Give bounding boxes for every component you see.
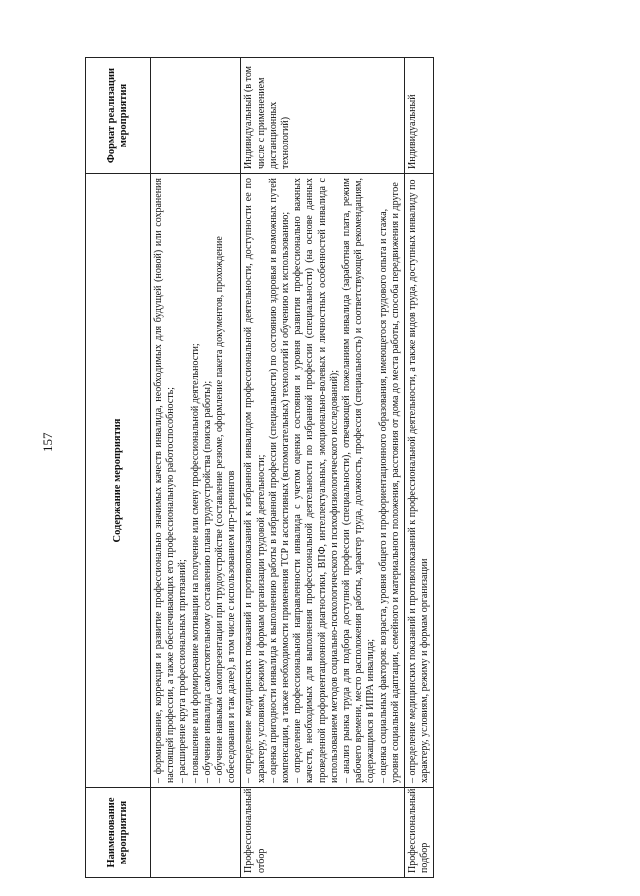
row-2-name: Профессиональный отбор [241, 788, 405, 878]
page-number: 157 [40, 432, 55, 452]
row-1-name [151, 788, 241, 878]
measures-table [85, 57, 434, 878]
row-3-format: Индивидуальный [405, 58, 434, 174]
row-3-content [405, 174, 434, 788]
table-row [241, 58, 405, 878]
list-item: – расширение круга профессиональных притязаний; [177, 559, 189, 783]
row-1-format [151, 58, 241, 174]
row-2-content [241, 174, 405, 788]
row-1-content [151, 174, 241, 788]
list-item: – формирование, коррекция и развитие профессионально значимых качеств инвалида, необходимых для будущей (новой) или сохранения настоящей профессии, а также обеспечивающих его профессиональную работоспособность; [153, 178, 177, 783]
list-item: – обучение инвалида самостоятельному составлению плана трудоустройства (поиска работы); [201, 380, 213, 783]
list-item: – оценка пригодности инвалида к выполнению работы в избранной профессии (специальности) по состоянию здоровья и возможных путей компенсации, а также необходимости применения ТСР и ассистивных (вспомогательных) технологий и обучению их использованию; [267, 178, 292, 783]
list-item: – определение профессиональной направленности инвалида с учетом оценки состояния и уровня развития профессионально важных качеств, необходимых для выполнения профессиональной деятельности по избранной профессии (специальности) (на основе данных проведенной профориентационной диагностики, ВПФ, интеллектуальных, эмоционально-волевых и личностных особенностей инвалида с использованием методов социально-психологического и психофизиологического исследований); [292, 178, 340, 783]
list-item: – определение медицинских показаний и противопоказаний к избранной инвалидом профессиональной деятельности, доступности ее по характеру, условиям, режиму и формам организации трудовой деятельности; [243, 178, 267, 783]
table-row [405, 58, 434, 878]
row-2-format: Индивидуальный (в том числе с применением дистанционных технологий) [241, 58, 405, 174]
list-item: – определение медицинских показаний и противопоказаний к профессиональной деятельности, а также видов труда, доступных инвалиду по характеру, условиям, режиму и формам организации [407, 179, 431, 783]
header-name: Наименование мероприятия [86, 788, 151, 878]
table-header-row [86, 58, 151, 878]
list-item: – обучение навыкам самопрезентации при трудоустройстве (составление резюме, оформление пакета документов, прохождение собеседования и так далее), в том числе с использованием игр-тренингов [214, 236, 238, 783]
list-item: – повышение или формирование мотивации на получение или смену профессиональной деятельности; [189, 343, 201, 783]
list-item: – оценка социальных факторов: возраста, уровня общего и профориентационного образования, имеющегося трудового опыта и стажа, уровня социальной адаптации, семейного и материального положения, расстояния от дома до места работы, способа передвижения и другое [377, 182, 401, 783]
rotated-page [85, 58, 582, 878]
table-row [151, 58, 241, 878]
header-content: Содержание мероприятия [86, 174, 151, 788]
header-format: Формат реализации мероприятия [86, 58, 151, 174]
list-item: – анализ рынка труда для подбора доступной профессии (специальности), отвечающей пожеланиям инвалида (заработная плата, режим рабочего времени, место расположения работы, характер труда, должность, профессия (специальность) и соответствующей рекомендациям, содержащимся в ИПРА инвалида; [341, 178, 377, 783]
row-3-name: Профессиональный подбор [405, 788, 434, 878]
